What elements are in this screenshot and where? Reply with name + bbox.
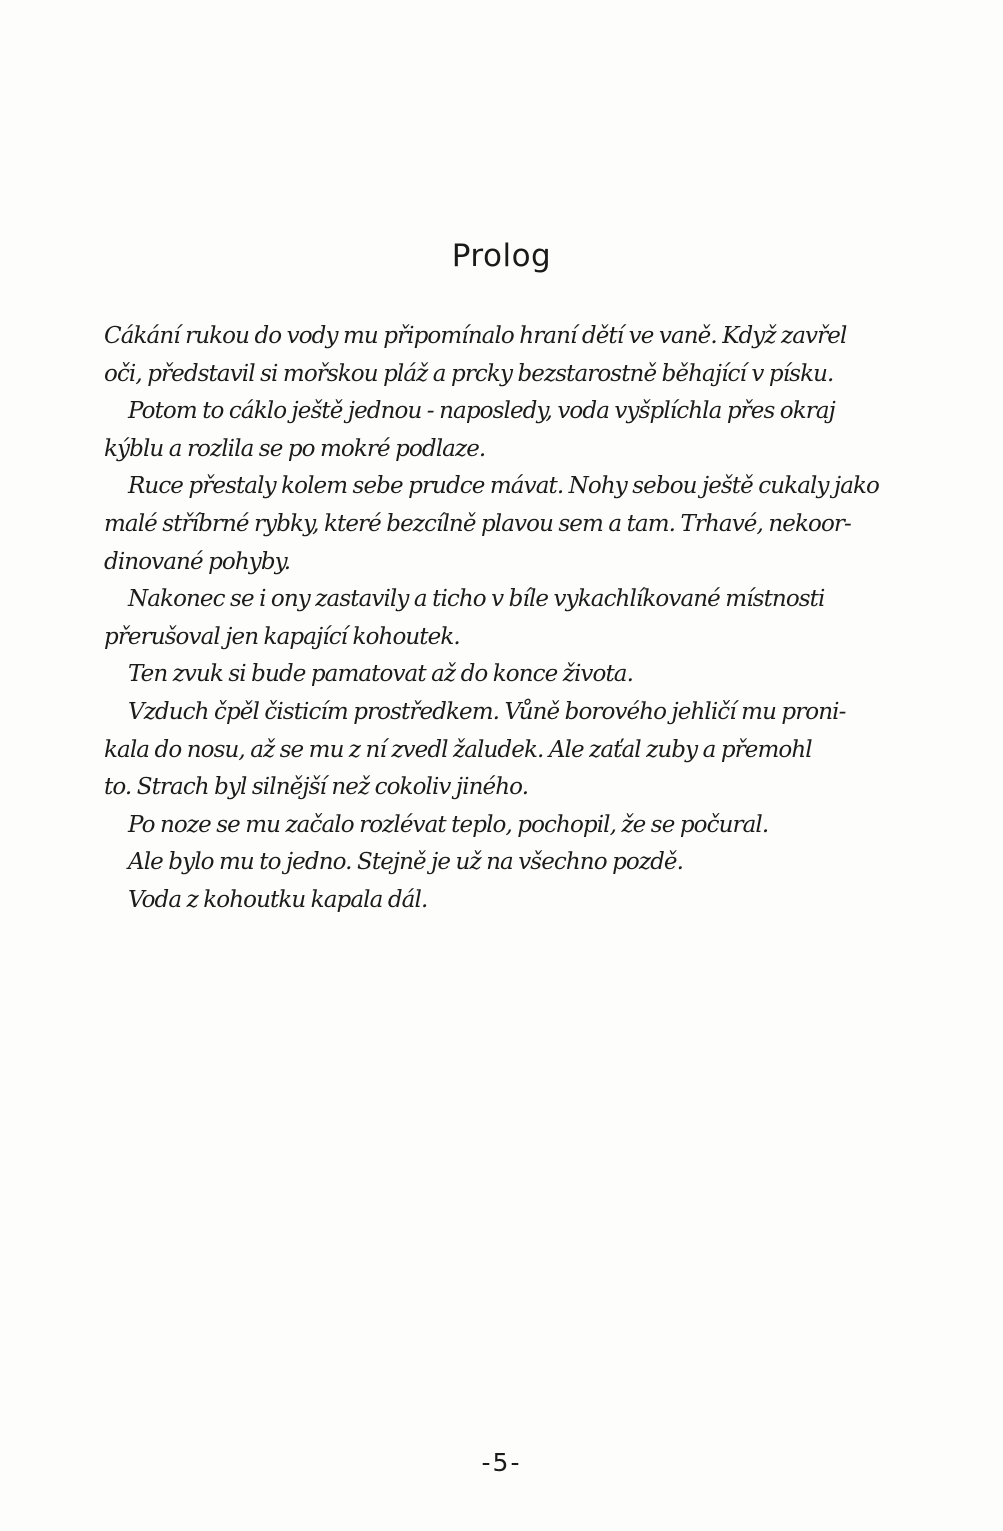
text-line: Ten zvuk si bude pamatovat až do konce života.: [128, 661, 634, 688]
text-line: dinované pohyby.: [104, 548, 291, 575]
chapter-title: Prolog: [451, 238, 552, 274]
text-line: kýblu a rozlila se po mokré podlaze.: [104, 435, 486, 462]
text-line: Nakonec se i ony zastavily a ticho v bíle vykachlíkované místnosti: [128, 586, 825, 613]
page-number: -5-: [481, 1448, 522, 1477]
text-line: přerušoval jen kapající kohoutek.: [104, 623, 460, 650]
text-line: oči, představil si mořskou pláž a prcky bezstarostně běhající v písku.: [104, 360, 834, 387]
text-line: Potom to cáklo ještě jednou - naposledy, voda vyšplíchla přes okraj: [128, 398, 835, 425]
prologue-text: [104, 318, 898, 920]
text-line: Po noze se mu začalo rozlévat teplo, pochopil, že se počural.: [128, 811, 769, 838]
text-line: Cákání rukou do vody mu připomínalo hraní dětí ve vaně. Když zavřel: [104, 323, 847, 349]
text-line: kala do nosu, až se mu z ní zvedl žaludek. Ale zaťal zuby a přemohl: [104, 736, 812, 763]
text-line: Voda z kohoutku kapala dál.: [128, 886, 428, 913]
text-line: malé stříbrné rybky, které bezcílně plavou sem a tam. Trhavé, nekoor-: [104, 510, 851, 537]
text-line: Ruce přestaly kolem sebe prudce mávat. Nohy sebou ještě cukaly jako: [128, 473, 880, 500]
text-line: Vzduch čpěl čisticím prostředkem. Vůně borového jehličí mu proni-: [128, 698, 846, 725]
text-line: to. Strach byl silnější než cokoliv jiného.: [104, 774, 529, 801]
text-line: Ale bylo mu to jedno. Stejně je už na všechno pozdě.: [128, 849, 684, 876]
